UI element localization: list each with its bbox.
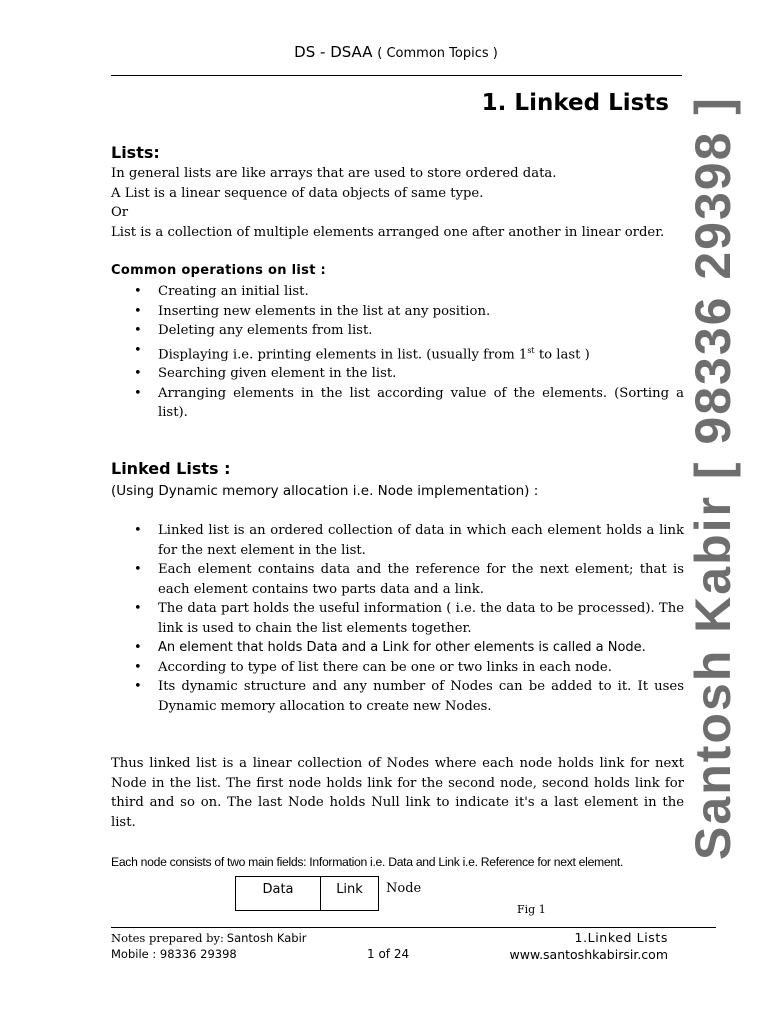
page-header (111, 43, 681, 61)
lists-heading: Lists: (111, 143, 160, 162)
ordinal-superscript: st (527, 345, 535, 355)
header-title: DS - DSAA (294, 43, 373, 61)
linked-lists-subheading: (Using Dynamic memory allocation i.e. Node implementation) : (111, 483, 539, 499)
footer-topic: 1.Linked Lists (574, 930, 668, 945)
list-item: • Linked list is an ordered collection of data in which each element holds a link for the next element in the list. (111, 521, 684, 560)
header-subtitle: ( Common Topics ) (377, 46, 498, 61)
lists-definition (111, 164, 684, 242)
linked-list-summary: Thus linked list is a linear collection of Nodes where each node holds link for next Node in the list. The first node holds link for the second node, second holds link for third and so on. The last Node holds Null link to indicate it's a last element in the list. (111, 756, 684, 830)
list-item: • Searching given element in the list. (111, 364, 684, 384)
footer-website: www.santoshkabirsir.com (509, 947, 668, 962)
list-item (111, 341, 684, 365)
node-data-field: Data (236, 877, 321, 910)
chapter-title: 1. Linked Lists (481, 90, 669, 116)
node-link-field: Link (336, 882, 363, 897)
prepared-by-name: Santosh Kabir (226, 931, 307, 945)
watermark-text: Santosh Kabir [ 98336 29398 ] (685, 96, 741, 860)
display-item-tail: to last ) (534, 346, 590, 362)
operations-list (111, 282, 684, 423)
list-item: • Inserting new elements in the list at any position. (111, 302, 684, 322)
list-item: • Its dynamic structure and any number of Nodes can be added to it. It uses Dynamic memory allocation to create new Nodes. (111, 677, 684, 716)
list-item: • An element that holds Data and a Link for other elements is called a Node. (111, 638, 684, 658)
list-item: • Creating an initial list. (111, 282, 684, 302)
lists-line: List is a collection of multiple elements arranged one after another in linear order. (111, 224, 665, 240)
footer-prepared-by (111, 931, 307, 945)
figure-caption: Each node consists of two main fields: Information i.e. Data and Link i.e. Reference for next element. (111, 855, 624, 869)
header-divider (111, 75, 682, 76)
list-item: • Deleting any elements from list. (111, 321, 684, 341)
prepared-by-label: Notes prepared by: (111, 931, 224, 945)
node-label: Node (386, 881, 422, 896)
linked-lists-heading: Linked Lists : (111, 459, 231, 478)
list-item: • Each element contains data and the reference for the next element; that is each element contains two parts data and a link. (111, 560, 684, 599)
footer-divider (111, 927, 716, 928)
display-item-text: Displaying i.e. printing elements in list. (usually from 1 (158, 346, 528, 362)
figure-number: Fig 1 (517, 903, 546, 916)
page-number: 1 of 24 (367, 947, 410, 961)
lists-line: Or (111, 205, 129, 220)
operations-heading: Common operations on list : (111, 263, 327, 278)
list-item: • The data part holds the useful information ( i.e. the data to be processed). The link is used to chain the list elements together. (111, 599, 684, 638)
list-item: • According to type of list there can be one or two links in each node. (111, 658, 684, 678)
lists-line: A List is a linear sequence of data objects of same type. (111, 185, 484, 201)
linked-lists-points (111, 521, 684, 716)
node-diagram (235, 876, 379, 911)
lists-line: In general lists are like arrays that are used to store ordered data. (111, 166, 557, 181)
list-item: • Arranging elements in the list according value of the elements. (Sorting a list). (111, 384, 684, 423)
footer-mobile: Mobile : 98336 29398 (111, 947, 237, 961)
